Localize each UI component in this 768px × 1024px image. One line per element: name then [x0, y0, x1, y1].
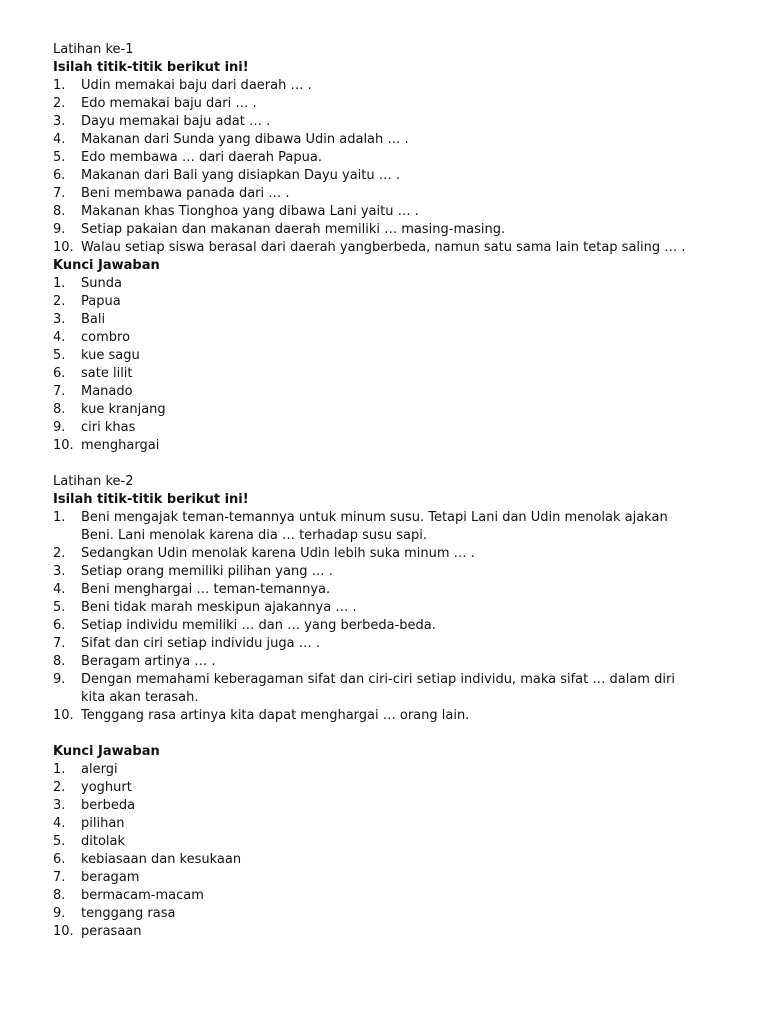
answer-text: Sunda	[81, 276, 122, 291]
answer-item	[53, 887, 743, 905]
document-page	[53, 41, 743, 941]
question-number: 1.	[53, 78, 66, 93]
answers-spacer	[53, 725, 743, 743]
latihan-2-section	[53, 473, 743, 941]
question-item	[53, 635, 743, 653]
answer-number: 1.	[53, 762, 66, 777]
answer-item	[53, 797, 743, 815]
answer-text: ciri khas	[81, 420, 136, 435]
question-text: Dayu memakai baju adat … .	[81, 114, 271, 129]
question-text: Walau setiap siswa berasal dari daerah yangberbeda, namun satu sama lain tetap saling … .	[81, 240, 686, 255]
latihan-2-questions	[53, 509, 743, 725]
answer-item	[53, 869, 743, 887]
answer-item	[53, 923, 743, 941]
answer-text: sate lilit	[81, 366, 133, 381]
answer-text: perasaan	[81, 924, 142, 939]
answer-number: 4.	[53, 816, 66, 831]
question-item	[53, 113, 743, 131]
question-number: 1.	[53, 510, 66, 525]
answer-number: 4.	[53, 330, 66, 345]
answer-item	[53, 437, 743, 455]
question-item	[53, 239, 743, 257]
answer-number: 6.	[53, 366, 66, 381]
question-item	[53, 563, 743, 581]
latihan-1-answers-title: Kunci Jawaban	[53, 258, 160, 273]
question-text: Edo membawa … dari daerah Papua.	[81, 150, 322, 165]
answer-text: alergi	[81, 762, 118, 777]
question-text-continued: kita akan terasah.	[81, 690, 199, 705]
question-text: Beni mengajak teman-temannya untuk minum susu. Tetapi Lani dan Udin menolak ajakan	[81, 510, 668, 525]
answer-text: Bali	[81, 312, 106, 327]
answer-item	[53, 347, 743, 365]
answer-text: Papua	[81, 294, 121, 309]
question-item	[53, 95, 743, 113]
question-text: Dengan memahami keberagaman sifat dan ciri-ciri setiap individu, maka sifat … dalam diri	[81, 672, 675, 687]
question-item	[53, 221, 743, 239]
latihan-1-questions	[53, 77, 743, 257]
answer-text: tenggang rasa	[81, 906, 176, 921]
question-number: 6.	[53, 618, 66, 633]
answer-number: 3.	[53, 798, 66, 813]
answer-item	[53, 275, 743, 293]
question-text: Beni membawa panada dari … .	[81, 186, 290, 201]
question-number: 3.	[53, 564, 66, 579]
answer-number: 2.	[53, 294, 66, 309]
latihan-1-answers	[53, 275, 743, 455]
latihan-1-section	[53, 41, 743, 455]
answer-text: kebiasaan dan kesukaan	[81, 852, 242, 867]
question-item	[53, 617, 743, 635]
answer-number: 9.	[53, 420, 66, 435]
question-text: Sifat dan ciri setiap individu juga … .	[81, 636, 321, 651]
answer-number: 7.	[53, 870, 66, 885]
question-number: 7.	[53, 186, 66, 201]
question-text: Udin memakai baju dari daerah … .	[81, 78, 312, 93]
question-number: 4.	[53, 582, 66, 597]
answer-item	[53, 905, 743, 923]
question-text-continued: Beni. Lani menolak karena dia … terhadap susu sapi.	[81, 528, 427, 543]
question-item	[53, 599, 743, 617]
answer-item	[53, 401, 743, 419]
answer-number: 1.	[53, 276, 66, 291]
answer-item	[53, 779, 743, 797]
question-item	[53, 581, 743, 599]
question-number: 8.	[53, 654, 66, 669]
answer-number: 5.	[53, 834, 66, 849]
answer-text: Manado	[81, 384, 133, 399]
question-item	[53, 545, 743, 563]
answer-item	[53, 419, 743, 437]
question-text: Setiap individu memiliki … dan … yang berbeda-beda.	[81, 618, 436, 633]
question-item	[53, 653, 743, 671]
question-number: 5.	[53, 600, 66, 615]
latihan-1-instruction: Isilah titik-titik berikut ini!	[53, 60, 249, 75]
question-text: Edo memakai baju dari … .	[81, 96, 257, 111]
answer-item	[53, 329, 743, 347]
answer-item	[53, 365, 743, 383]
answer-text: ditolak	[81, 834, 126, 849]
question-number: 8.	[53, 204, 66, 219]
answer-item	[53, 833, 743, 851]
answer-number: 9.	[53, 906, 66, 921]
question-text: Tenggang rasa artinya kita dapat menghargai … orang lain.	[81, 708, 470, 723]
answer-text: kue kranjang	[81, 402, 166, 417]
answer-text: bermacam-macam	[81, 888, 204, 903]
answer-text: pilihan	[81, 816, 125, 831]
question-number: 6.	[53, 168, 66, 183]
question-text: Makanan khas Tionghoa yang dibawa Lani yaitu … .	[81, 204, 419, 219]
question-number: 9.	[53, 672, 66, 687]
question-item	[53, 167, 743, 185]
answer-number: 2.	[53, 780, 66, 795]
question-item	[53, 509, 743, 545]
answer-item	[53, 761, 743, 779]
question-number: 10.	[53, 708, 74, 723]
question-item	[53, 203, 743, 221]
answer-number: 7.	[53, 384, 66, 399]
question-text: Beni menghargai … teman-temannya.	[81, 582, 331, 597]
question-item	[53, 707, 743, 725]
question-text: Beni tidak marah meskipun ajakannya … .	[81, 600, 357, 615]
latihan-2-answers	[53, 761, 743, 941]
answer-number: 8.	[53, 888, 66, 903]
question-number: 2.	[53, 546, 66, 561]
latihan-2-title: Latihan ke-2	[53, 474, 134, 489]
answer-item	[53, 383, 743, 401]
answer-number: 8.	[53, 402, 66, 417]
answer-text: beragam	[81, 870, 140, 885]
answer-text: berbeda	[81, 798, 136, 813]
question-number: 3.	[53, 114, 66, 129]
question-item	[53, 131, 743, 149]
answer-item	[53, 815, 743, 833]
latihan-2-instruction: Isilah titik-titik berikut ini!	[53, 492, 249, 507]
question-item	[53, 185, 743, 203]
question-item	[53, 671, 743, 707]
question-text: Sedangkan Udin menolak karena Udin lebih suka minum … .	[81, 546, 475, 561]
answer-number: 10.	[53, 438, 74, 453]
answer-text: kue sagu	[81, 348, 140, 363]
question-number: 9.	[53, 222, 66, 237]
answer-number: 3.	[53, 312, 66, 327]
question-number: 7.	[53, 636, 66, 651]
answer-item	[53, 293, 743, 311]
question-number: 10.	[53, 240, 74, 255]
answer-number: 6.	[53, 852, 66, 867]
answer-text: combro	[81, 330, 131, 345]
answer-text: menghargai	[81, 438, 160, 453]
question-text: Makanan dari Sunda yang dibawa Udin adalah … .	[81, 132, 409, 147]
section-spacer	[53, 455, 743, 473]
answer-item	[53, 851, 743, 869]
question-text: Setiap pakaian dan makanan daerah memiliki … masing-masing.	[81, 222, 506, 237]
answer-item	[53, 311, 743, 329]
question-number: 2.	[53, 96, 66, 111]
answer-number: 10.	[53, 924, 74, 939]
answer-text: yoghurt	[81, 780, 132, 795]
answer-number: 5.	[53, 348, 66, 363]
latihan-1-title: Latihan ke-1	[53, 42, 134, 57]
question-item	[53, 77, 743, 95]
question-number: 4.	[53, 132, 66, 147]
latihan-2-answers-title: Kunci Jawaban	[53, 744, 160, 759]
question-item	[53, 149, 743, 167]
question-text: Setiap orang memiliki pilihan yang … .	[81, 564, 333, 579]
question-text: Makanan dari Bali yang disiapkan Dayu yaitu … .	[81, 168, 401, 183]
question-text: Beragam artinya … .	[81, 654, 216, 669]
question-number: 5.	[53, 150, 66, 165]
